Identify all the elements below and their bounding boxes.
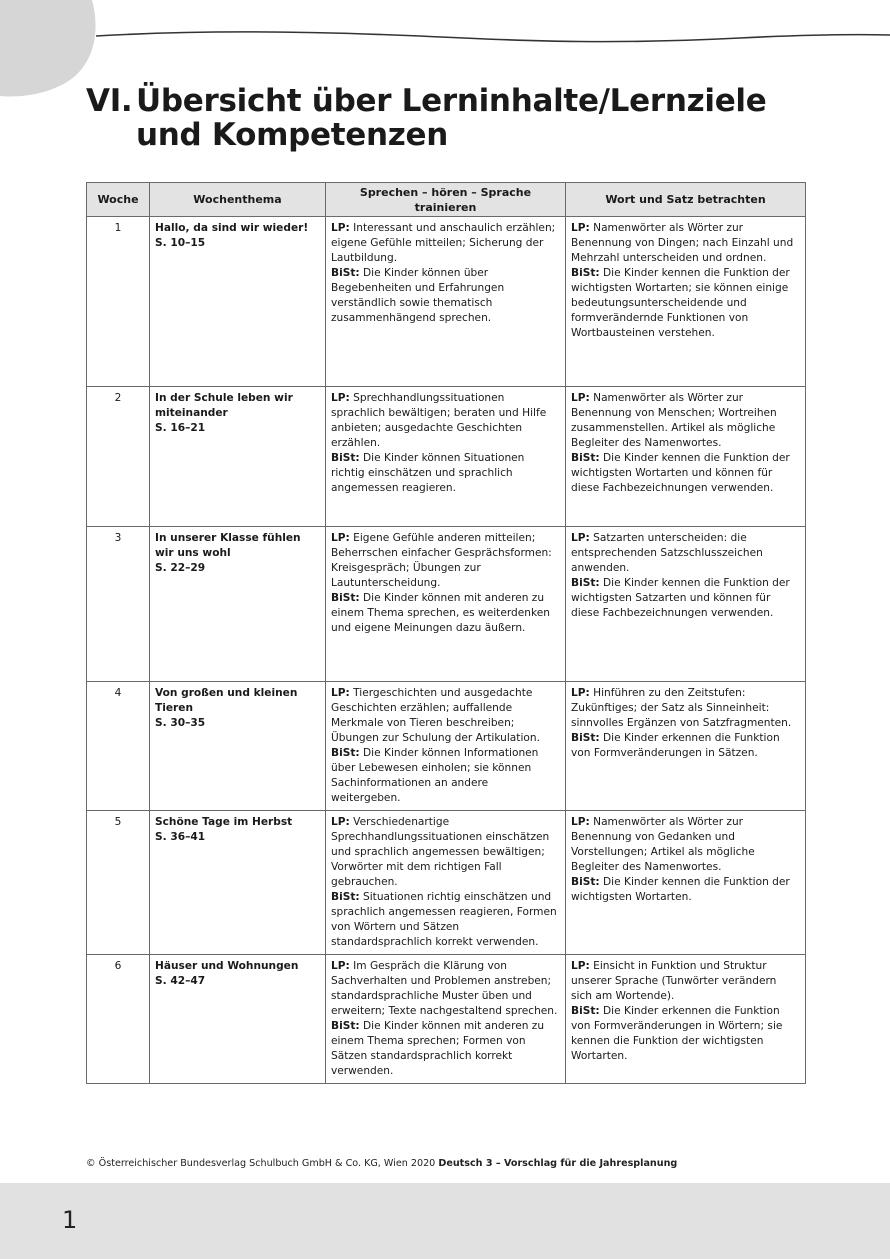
speaking-lp: Im Gespräch die Klärung von Sachverhalten und Problemen anstreben; standardsprachliche Muster üben und erweitern; Texte nachgestaltend sprechen. [331,960,558,1017]
header-week: Woche [87,183,150,217]
speaking-bist: Die Kinder können Situationen richtig einschätzen und sprachlich angemessen reagieren. [331,452,525,494]
speaking-lp: Interessant und anschaulich erzählen; eigene Gefühle mitteilen; Sicherung der Lautbildung. [331,222,556,264]
topic-cell [150,217,326,387]
speaking-lp: Verschiedenartige Sprechhandlungssituationen einschätzen und sprachlich angemessen bewältigen; Vorwörter mit dem richtigen Fall gebrauchen. [331,816,550,888]
topic-cell [150,387,326,527]
lp-label: LP: [331,816,350,828]
week-number: 2 [87,387,150,527]
speaking-lp: Eigene Gefühle anderen mitteilen; Beherrschen einfacher Gesprächsformen: Kreisgespräch; Übungen zur Lautunterscheidung. [331,532,552,589]
title-line-1: Übersicht über Lerninhalte/Lernziele [136,83,767,119]
word-lp: Satzarten unterscheiden: die entsprechenden Satzschlusszeichen anwenden. [571,532,763,574]
speaking-cell [326,387,566,527]
table-row [87,387,806,527]
lp-label: LP: [331,392,350,404]
speaking-bist: Situationen richtig einschätzen und sprachlich angemessen reagieren, Formen von Wörtern und Sätzen standardsprachlich korrekt verwenden. [331,891,557,948]
lp-label: LP: [571,392,590,404]
topic-pages: S. 36–41 [155,831,206,843]
bist-label: BiSt: [571,1005,600,1017]
speaking-cell [326,682,566,811]
word-cell [566,217,806,387]
overview-table [86,182,806,1084]
footer-title: Deutsch 3 – Vorschlag für die Jahresplanung [438,1158,678,1169]
table-row [87,682,806,811]
bist-label: BiSt: [571,577,600,589]
table-row [87,811,806,955]
word-lp: Namenwörter als Wörter zur Benennung von Menschen; Wortreihen zusammenstellen. Artikel als mögliche Begleiter des Namenwortes. [571,392,777,449]
week-number: 4 [87,682,150,811]
topic-cell [150,955,326,1084]
week-number: 1 [87,217,150,387]
lp-label: LP: [571,816,590,828]
section-number: VI. [86,83,133,119]
speaking-lp: Tiergeschichten und ausgedachte Geschichten erzählen; auffallende Merkmale von Tieren beschreiben; Übungen zur Schulung der Artikulation. [331,687,540,744]
header-speaking: Sprechen – hören – Sprache trainieren [326,183,566,217]
word-cell [566,955,806,1084]
speaking-bist: Die Kinder können Informationen über Lebewesen einholen; sie können Sachinformationen an andere weitergeben. [331,747,539,804]
word-bist: Die Kinder kennen die Funktion der wichtigsten Wortarten. [571,876,790,903]
lp-label: LP: [571,687,590,699]
header-wave-line [0,0,890,60]
speaking-cell [326,527,566,682]
page-number: 1 [62,1206,78,1234]
word-bist: Die Kinder kennen die Funktion der wichtigsten Wortarten und können für diese Fachbezeichnungen verwenden. [571,452,790,494]
bist-label: BiSt: [331,891,360,903]
topic-cell [150,811,326,955]
topic-pages: S. 42–47 [155,975,206,987]
lp-label: LP: [331,960,350,972]
week-number: 6 [87,955,150,1084]
footer-band [0,1183,890,1259]
week-number: 3 [87,527,150,682]
word-cell [566,811,806,955]
topic-cell [150,682,326,811]
speaking-bist: Die Kinder können mit anderen zu einem Thema sprechen; Formen von Sätzen standardsprachlich korrekt verwenden. [331,1020,545,1077]
speaking-cell [326,217,566,387]
table-row [87,955,806,1084]
word-lp: Hinführen zu den Zeitstufen: Zukünftiges; der Satz als Sinneinheit: sinnvolles Ergänzen von Satzfragmenten. [571,687,792,729]
topic-pages: S. 10–15 [155,237,206,249]
topic-pages: S. 22–29 [155,562,206,574]
bist-label: BiSt: [331,592,360,604]
lp-label: LP: [571,532,590,544]
bist-label: BiSt: [331,267,360,279]
table-row [87,217,806,387]
topic-title: Hallo, da sind wir wieder! [155,222,309,234]
speaking-bist: Die Kinder können über Begebenheiten und Erfahrungen verständlich sowie thematisch zusammenhängend sprechen. [331,267,505,324]
word-bist: Die Kinder kennen die Funktion der wichtigsten Wortarten; sie können einige bedeutungsunterscheidende und formverändernde Funktionen von Wortbausteinen verstehen. [571,267,790,339]
header-topic: Wochenthema [150,183,326,217]
word-bist: Die Kinder erkennen die Funktion von Formveränderungen in Sätzen. [571,732,780,759]
lp-label: LP: [331,532,350,544]
bist-label: BiSt: [571,452,600,464]
page-title [86,84,766,152]
footer-credit [86,1158,677,1169]
bist-label: BiSt: [571,267,600,279]
bist-label: BiSt: [331,452,360,464]
topic-title: In der Schule leben wir miteinander [155,392,293,419]
bist-label: BiSt: [571,732,600,744]
speaking-cell [326,955,566,1084]
word-lp: Einsicht in Funktion und Struktur unserer Sprache (Tunwörter verändern sich am Wortende). [571,960,777,1002]
topic-pages: S. 30–35 [155,717,206,729]
speaking-lp: Sprechhandlungssituationen sprachlich bewältigen; beraten und Hilfe anbieten; ausgedachte Geschichten erzählen. [331,392,547,449]
title-line-2: und Kompetenzen [136,117,448,153]
lp-label: LP: [571,960,590,972]
topic-title: Häuser und Wohnungen [155,960,299,972]
lp-label: LP: [331,222,350,234]
week-number: 5 [87,811,150,955]
topic-title: Schöne Tage im Herbst [155,816,293,828]
word-lp: Namenwörter als Wörter zur Benennung von Dingen; nach Einzahl und Mehrzahl unterscheiden und ordnen. [571,222,794,264]
footer-copyright: © Österreichischer Bundesverlag Schulbuch GmbH & Co. KG, Wien 2020 [86,1158,436,1169]
word-bist: Die Kinder kennen die Funktion der wichtigsten Satzarten und können für diese Fachbezeichnungen verwenden. [571,577,790,619]
word-cell [566,387,806,527]
word-lp: Namenwörter als Wörter zur Benennung von Gedanken und Vorstellungen; Artikel als mögliche Begleiter des Namenwortes. [571,816,755,873]
topic-title: Von großen und kleinen Tieren [155,687,298,714]
bist-label: BiSt: [331,1020,360,1032]
bist-label: BiSt: [331,747,360,759]
header-word-sentence: Wort und Satz betrachten [566,183,806,217]
lp-label: LP: [331,687,350,699]
bist-label: BiSt: [571,876,600,888]
lp-label: LP: [571,222,590,234]
table-header-row [87,183,806,217]
word-bist: Die Kinder erkennen die Funktion von Formveränderungen in Wörtern; sie kennen die Funktion der wichtigsten Wortarten. [571,1005,783,1062]
word-cell [566,527,806,682]
topic-cell [150,527,326,682]
word-cell [566,682,806,811]
topic-title: In unserer Klasse fühlen wir uns wohl [155,532,301,559]
topic-pages: S. 16–21 [155,422,206,434]
table-row [87,527,806,682]
speaking-cell [326,811,566,955]
speaking-bist: Die Kinder können mit anderen zu einem Thema sprechen, es weiterdenken und eigene Meinungen dazu äußern. [331,592,550,634]
